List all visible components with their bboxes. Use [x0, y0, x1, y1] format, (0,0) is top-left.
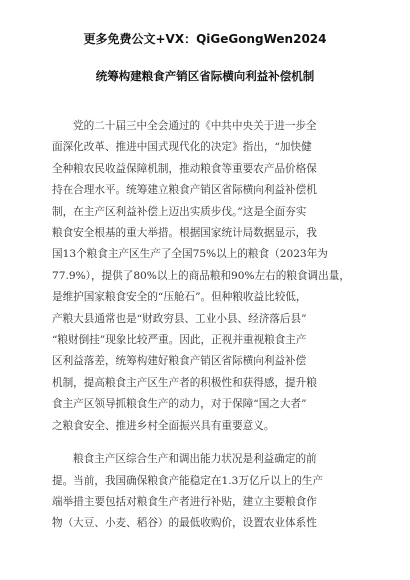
text-line: 物（大豆、小麦、稻谷）的最低收购价，设置农业体系性	[52, 517, 317, 530]
text-line: 77.9%），提供了80%以上的商品粮和90%左右的粮食调出量，	[52, 269, 350, 282]
text-line: 持在合理水平。统筹建立粮食产销区省际横向利益补偿机	[52, 184, 317, 197]
text-line: 国13个粮食主产区生产了全国75%以上的粮食（2023年为	[52, 248, 328, 261]
text-line: 端举措主要包括对粮食生产者进行补贴，建立主要粮食作	[52, 495, 317, 508]
paragraph-2	[52, 449, 370, 535]
text-line: 区利益落差，统筹构建好粮食产销区省际横向利益补偿	[52, 355, 307, 368]
text-line: 面深化改革、推进中国式现代化的决定》指出，“加快健	[52, 141, 312, 154]
text-line: 党的二十届三中全会通过的《中共中央关于进一步全	[73, 120, 317, 132]
text-line: 粮食安全根基的重大举措。根据国家统计局数据显示，我	[52, 227, 317, 240]
text-line: 是维护国家粮食安全的“压舱石”。但种粮收益比较低，	[52, 291, 307, 304]
text-line: 粮食主产区综合生产和调出能力状况是利益确定的前	[73, 453, 317, 466]
text-line: 全种粮农民收益保障机制，推动粮食等重要农产品价格保	[52, 162, 317, 175]
text-line: 之粮食安全、推进乡村全面振兴具有重要意义。	[52, 419, 275, 432]
page-header: 更多免费公文+VX：QiGeGongWen2024	[83, 32, 327, 46]
text-line: 提。当前，我国确保粮食产能稳定在1.3万亿斤以上的生产	[52, 474, 324, 487]
text-line: 机制，提高粮食主产区生产者的积极性和获得感，提升粮	[52, 376, 317, 389]
document-title: 统筹构建粮食产销区省际横向利益补偿机制	[95, 69, 315, 83]
text-line: 制，在主产区利益补偿上迈出实质步伐。”这是全面夯实	[52, 205, 307, 218]
text-line: “粮财倒挂”现象比较严重。因此，正视并重视粮食主产	[52, 334, 307, 347]
document-body	[52, 116, 370, 535]
text-line: 食主产区领导抓粮食生产的动力，对于保障“国之大者”	[52, 398, 307, 411]
text-line: 产粮大县通常也是“财政穷县、工业小县、经济落后县”	[52, 312, 307, 325]
paragraph-1	[52, 116, 370, 437]
